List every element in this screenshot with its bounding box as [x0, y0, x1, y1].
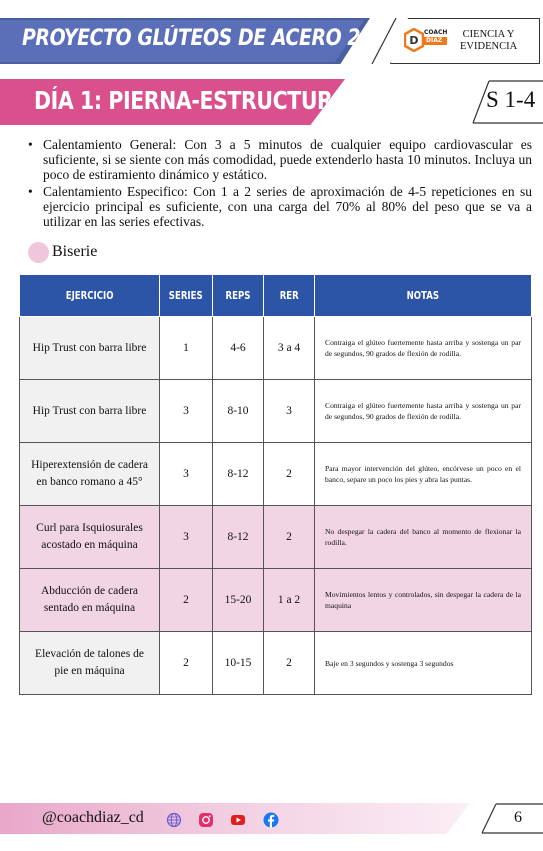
- rer-cell: 1 a 2: [264, 569, 315, 632]
- exercise-cell: Abducción de cadera sentado en máquina: [20, 569, 160, 632]
- rer-cell: 3 a 4: [264, 317, 315, 380]
- notes-cell: Movimientos lentos y controlados, sin despegar la cadera de la maquina: [315, 569, 532, 632]
- brand-name-line1: COACH: [424, 29, 448, 36]
- table-row-biserie: [20, 569, 532, 632]
- table-row-biserie: [20, 506, 532, 569]
- exercise-cell: Curl para Isquiosurales acostado en máquina: [20, 506, 160, 569]
- reps-cell: 8-12: [213, 506, 264, 569]
- exercise-cell: Elevación de talones de pie en máquina: [20, 632, 160, 695]
- globe-icon[interactable]: [166, 812, 182, 828]
- header-series: SERIES: [160, 275, 213, 317]
- reps-cell: 4-6: [213, 317, 264, 380]
- rer-cell: 2: [264, 443, 315, 506]
- rer-cell: 3: [264, 380, 315, 443]
- header-notas: NOTAS: [315, 275, 532, 317]
- page-number-frame: [476, 803, 543, 834]
- table-header-row: [20, 275, 532, 317]
- notes-cell: No despegar la cadera del banco al momento de flexionar la rodilla.: [315, 506, 532, 569]
- exercise-cell: Hip Trust con barra libre: [20, 317, 160, 380]
- facebook-icon[interactable]: [263, 812, 279, 828]
- table-row: [20, 632, 532, 695]
- warmup-instructions: [26, 137, 532, 231]
- series-cell: 3: [160, 443, 213, 506]
- rer-cell: 2: [264, 632, 315, 695]
- brand-block: [368, 18, 543, 64]
- reps-cell: 10-15: [213, 632, 264, 695]
- series-cell: 3: [160, 380, 213, 443]
- youtube-icon[interactable]: [230, 812, 246, 828]
- social-handle[interactable]: @coachdiaz_cd: [42, 809, 144, 826]
- session-label: S 1-4: [486, 87, 536, 112]
- series-cell: 1: [160, 317, 213, 380]
- brand-name-line2: DIAZ: [424, 37, 447, 45]
- reps-cell: 8-12: [213, 443, 264, 506]
- header-reps: REPS: [213, 275, 264, 317]
- svg-text:D: D: [409, 34, 419, 47]
- brand-name: [424, 29, 447, 45]
- header-rer: RER: [264, 275, 315, 317]
- brand-tagline: [460, 29, 517, 53]
- notes-cell: Para mayor intervención del glúteo, encórvese un poco en el banco, separe un poco los pies y abra las puntas.: [315, 443, 532, 506]
- table-row: [20, 380, 532, 443]
- reps-cell: 8-10: [213, 380, 264, 443]
- notes-cell: Baje en 3 segundos y sostenga 3 segundos: [315, 632, 532, 695]
- table-row: [20, 317, 532, 380]
- exercise-cell: Hip Trust con barra libre: [20, 380, 160, 443]
- tagline-line1: CIENCIA Y: [462, 29, 515, 40]
- header-ejercicio: EJERCICIO: [20, 275, 160, 317]
- tagline-line2: EVIDENCIA: [460, 41, 518, 52]
- notes-cell: Contraiga el glúteo fuertemente hasta arriba y sostenga un par de segundos, 90 grados de flexión de rodilla.: [315, 317, 532, 380]
- warmup-general: • Calentamiento General: Con 3 a 5 minutos de cualquier equipo cardiovascular es suficiente, si se siente con más comodidad, puede extenderlo hasta 10 minutos. Incluya un poco de estiramiento dinámico y estático.: [26, 137, 532, 182]
- day-title: DÍA 1: PIERNA-ESTRUCTURA A: [34, 86, 371, 115]
- biserie-color-dot: [28, 242, 49, 263]
- program-title: PROYECTO GLÚTEOS DE ACERO 2.0: [22, 26, 380, 51]
- rer-cell: 2: [264, 506, 315, 569]
- warmup-specific: • Calentamiento Especifico: Con 1 a 2 series de aproximación de 4-5 repeticiones en su ejercicio principal es suficiente, con una carga del 70% al 80% del peso que se va a utilizar en las series efectivas.: [26, 184, 532, 229]
- series-cell: 2: [160, 569, 213, 632]
- series-cell: 2: [160, 632, 213, 695]
- instagram-icon[interactable]: [198, 812, 214, 828]
- biserie-label: Biserie: [52, 243, 98, 260]
- table-row: [20, 443, 532, 506]
- reps-cell: 15-20: [213, 569, 264, 632]
- page-number: 6: [514, 809, 522, 826]
- exercise-table: [19, 274, 532, 695]
- notes-cell: Contraiga el glúteo fuertemente hasta arriba y sostenga un par de segundos, 90 grados de flexión de rodilla.: [315, 380, 532, 443]
- series-cell: 3: [160, 506, 213, 569]
- coach-diaz-logo-icon: [404, 28, 424, 52]
- exercise-cell: Hiperextensión de cadera en banco romano a 45°: [20, 443, 160, 506]
